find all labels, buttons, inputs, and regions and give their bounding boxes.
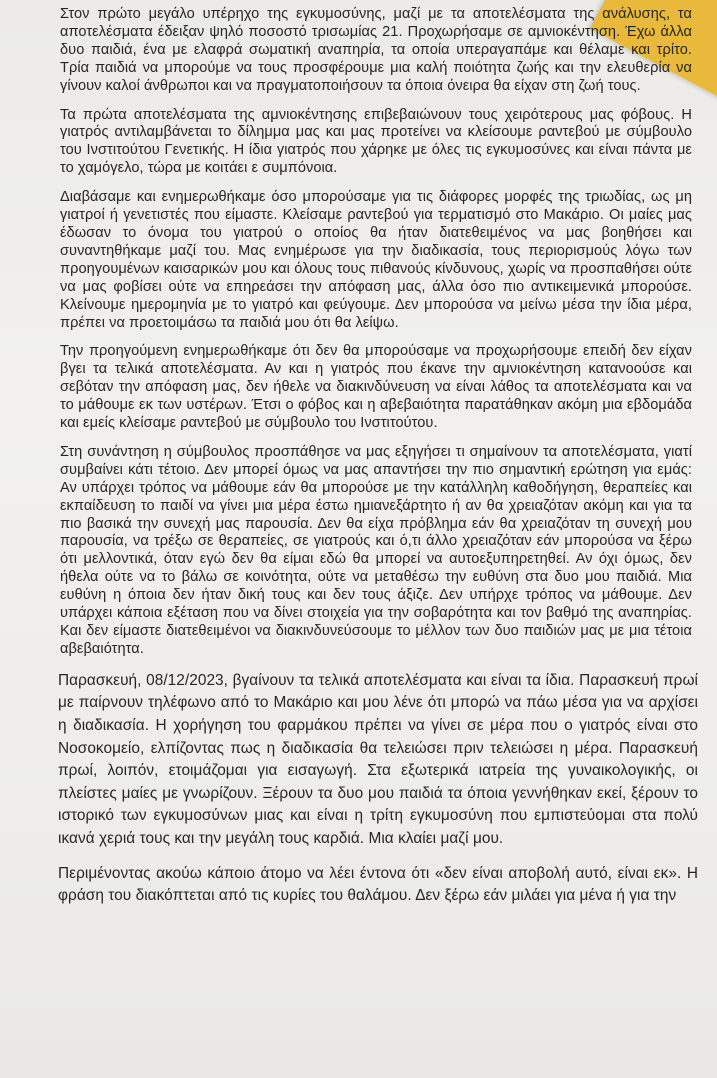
paragraph-6: Παρασκευή, 08/12/2023, βγαίνουν τα τελικά αποτελέσματα και είναι τα ίδια. Παρασκευή πρωί με παίρνουν τηλέφωνο από το Μακάριο και μου λένε ότι μπορώ να πάω μέσα για να αρχίσει η διαδικασία. Η χορήγηση του φαρμάκου πρέπει να γίνει σε μέρα που ο γιατρός είναι στο Νοσοκομείο, ελπίζοντας πως η διαδικασία θα τελειώσει πριν τελειώσει η μέρα. Παρασκευή πρωί, λοιπόν, ετοιμάζομαι για εισαγωγή. Στα εξωτερικά ιατρεία της γυναικολογικής, οι πλείστες μαίες με γνωρίζουν. Ξέρουν τα δυο μου παιδιά τα όποια γεννήθηκαν εκεί, ξέρουν το ιστορικό των εγκυμοσύνων μιας και είναι η τρίτη εγκυμοσύνη που εμπιστεύομαι στα πολύ ικανά χεριά τους και την μεγάλη τους καρδιά. Μια κλαίει μαζί μου. [58,671,698,847]
paragraph-1: Στον πρώτο μεγάλο υπέρηχο της εγκυμοσύνης, μαζί με τα αποτελέσματα της ανάλυσης, τα αποτελέσματα έδειξαν ψηλό ποσοστό τρισωμίας 21. Προχωρήσαμε σε αμνιοκέντηση. Έχω άλλα δυο παιδιά, ένα με ελαφρά σωματική αναπηρία, τα οποία υπεραγαπάμε και θέλαμε και τρίτο. Τρία παιδιά να μπορούμε να τους προσφέρουμε μια καλή ποιότητα ζωής και την ελευθερία να γίνουν καλοί άνθρωποι και να πραγματοποιήσουν τα όποια όνειρα θα είχαν στη ζωή τους. [60,6,692,94]
document-body [58,6,698,920]
paragraph-3: Διαβάσαμε και ενημερωθήκαμε όσο μπορούσαμε για τις διάφορες μορφές της τριωδίας, ως μη γιατροί ή γενετιστές που είμαστε. Κλείσαμε ραντεβού για τερματισμό στο Μακάριο. Οι μαίες μας έδωσαν το όνομα του γιατρού ο οποίος θα ήταν διατεθειμένος να μας βοηθήσει και συναντηθήκαμε μαζί του. Μας ενημέρωσε για την διαδικασία, τους περιορισμούς λόγω των προηγουμένων καισαρικών μου και όλους τους πιθανούς κίνδυνους, χωρίς να προσπαθήσει ούτε να μας φοβίσει ούτε να επηρεάσει την απόφαση μας, άλλα όσο πιο αντικειμενικά μπορούσε. Κλείνουμε ημερομηνία με το γιατρό και φεύγουμε. Δεν μπορούσα να μείνω μέσα την ίδια μέρα, πρέπει να προετοιμάσω τα παιδιά μου ότι θα λείψω. [60,189,692,331]
paragraph-4: Την προηγούμενη ενημερωθήκαμε ότι δεν θα μπορούσαμε να προχωρήσουμε επειδή δεν είχαν βγει τα τελικά αποτελέσματα. Αν και η γιατρός που έκανε την αμνιοκέντηση κατανοούσε και σεβόταν την απόφαση μας, δεν ήθελε να διακινδύνευση να είναι λάθος τα αποτελέσματα και να το μάθουμε εκ των υστέρων. Έτσι ο φόβος και η αβεβαιότητα παρατάθηκαν ακόμη μια εβδομάδα και εμείς κλείσαμε ραντεβού με σύμβουλο του Ινστιτούτου. [60,343,692,432]
paragraph-2: Τα πρώτα αποτελέσματα της αμνιοκέντησης επιβεβαιώνουν τους χειρότερους μας φόβους. Η γιατρός αντιλαμβάνεται το δίλημμα μας και μας προτείνει να κλείσουμε ραντεβού με σύμβουλο του Ινστιτούτου Γενετικής. Η ίδια γιατρός που χάρηκε με όλες τις εγκυμοσύνες και είναι πάντα με το χαμόγελο, τώρα με κοιτάει ε συμπόνοια. [60,106,692,177]
paragraph-7: Περιμένοντας ακούω κάποιο άτομο να λέει έντονα ότι «δεν είναι αποβολή αυτό, είναι εκ». Η φράση του διακόπτεται από τις κυρίες του θαλάμου. Δεν ξέρω εάν μιλάει για μένα ή για την [58,864,698,905]
paragraph-5: Στη συνάντηση η σύμβουλος προσπάθησε να μας εξηγήσει τι σημαίνουν τα αποτελέσματα, γιατί συμβαίνει κάτι τέτοιο. Δεν μπορεί όμως να μας απαντήσει την πιο σημαντική ερώτηση για εμάς: Αν υπάρχει τρόπος να μάθουμε εάν θα μπορούσε με την κατάλληλη καθοδήγηση, θεραπείες και εκπαίδευση το παιδί να γίνει μια μέρα έστω ημιανεξάρτητο ή αν θα χρειαζόταν ακόμη και για τα πιο βασικά την συνεχή μας παρουσία. Δεν θα είχα πρόβλημα εάν θα χρειαζόταν τη συνεχή μου παρουσία, να τρέξω σε θεραπείες, σε γιατρούς και ό,τι άλλο χρειαζόταν εάν μπορούσα να ξέρω ότι μελλοντικά, όταν εγώ δεν θα είμαι εδώ θα μπορεί να αυτοεξυπηρετηθεί. Αν όχι όμως, δεν ήθελα ούτε να το βάλω σε κοινότητα, ούτε να μεταθέσω την ευθύνη στα δυο μου παιδιά. Μια ευθύνη η όποια δεν ήταν δική τους και δεν τους άξιζε. Δεν υπήρχε τρόπος να μάθουμε. Δεν υπάρχει κάποια εξέταση που να δίνει στοιχεία για την σοβαρότητα και τον βαθμό της αναπηρίας. Και δεν είμαστε διατεθειμένοι να διακινδυνεύσουμε το μέλλον των δυο παιδιών μας με μια τέτοια αβεβαιότητα. [60,443,692,657]
